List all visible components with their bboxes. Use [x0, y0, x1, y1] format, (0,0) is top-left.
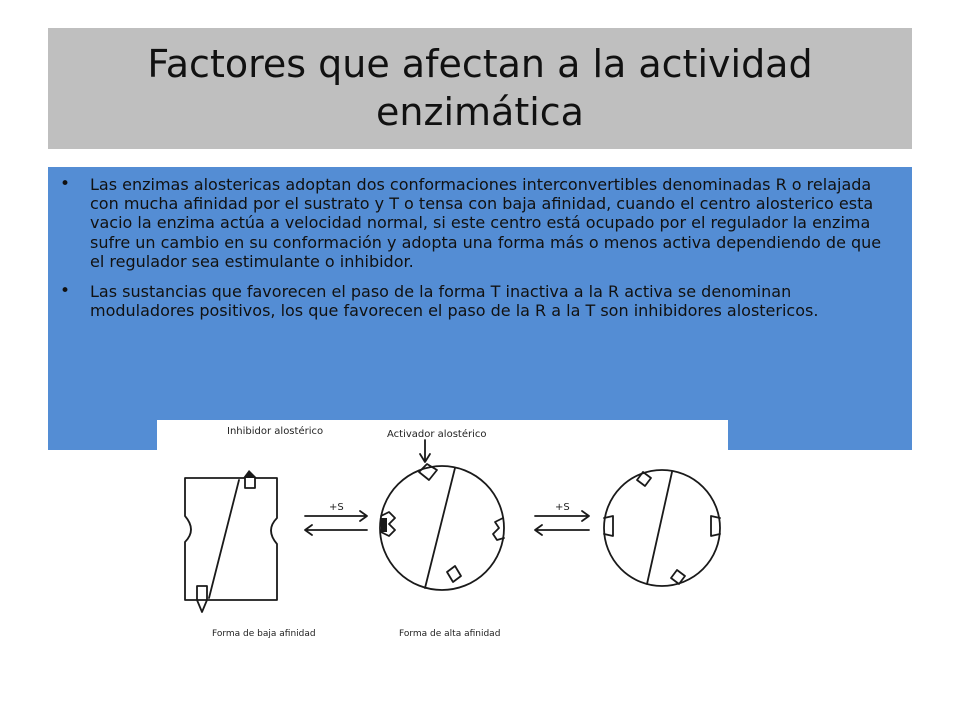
bullet-item-2: [48, 282, 912, 320]
substrate-bound-left: [381, 518, 387, 532]
activated-divider: [647, 472, 672, 584]
bullet-item-1: [48, 175, 912, 271]
t-form-divider: [209, 480, 239, 598]
high-affinity-label: Forma de alta afinidad: [399, 629, 501, 639]
t-form-bottom-tip: [197, 586, 207, 612]
bullet-dot-icon: •: [60, 174, 71, 194]
activator-label: Activador alostérico: [387, 429, 487, 440]
arrow1-label: +S: [329, 502, 344, 513]
inhibitor-label: Inhibidor alostérico: [227, 426, 324, 437]
slide-title: Factores que afectan a la actividad enzimática: [147, 42, 813, 134]
r-form-bottom-site: [447, 566, 461, 582]
arrow2-label: +S: [555, 502, 570, 513]
allosteric-diagram: [157, 420, 728, 650]
low-affinity-label: Forma de baja afinidad: [212, 629, 316, 639]
bullet-text-2: Las sustancias que favorecen el paso de la forma T inactiva a la R activa se denominan moduladores positivos, los que favorecen el paso de la R a la T son inhibidores alostericos.: [90, 282, 819, 321]
t-form-enzyme-shape: [185, 478, 277, 600]
equilibrium-arrow-back: [305, 525, 367, 535]
bullet-dot-icon: •: [60, 281, 71, 302]
allosteric-diagram-svg: [157, 420, 728, 650]
content-box: [48, 167, 912, 450]
bullet-text-1: Las enzimas alostericas adoptan dos conformaciones interconvertibles denominadas R o relajada con mucha afinidad por el sustrato y T o tensa con baja afinidad, cuando el centro alosterico esta vacio la enzima actúa a velocidad normal, si este centro está ocupado por el regulador la enzima sufre un cambio en su conformación y adopta una forma más o menos activa dependiendo de que el regulador sea estimulante o inhibidor.: [90, 175, 882, 271]
inhibitor-molecule: [243, 470, 257, 478]
bullet-list: [48, 175, 912, 331]
equilibrium-arrow-back-2: [535, 525, 589, 535]
r-form-enzyme-circle: [380, 466, 504, 590]
active-site-right: [493, 518, 504, 540]
activator-pointer-arrow: [420, 440, 430, 462]
activated-enzyme-circle: [604, 470, 720, 586]
title-bar: [48, 28, 912, 149]
